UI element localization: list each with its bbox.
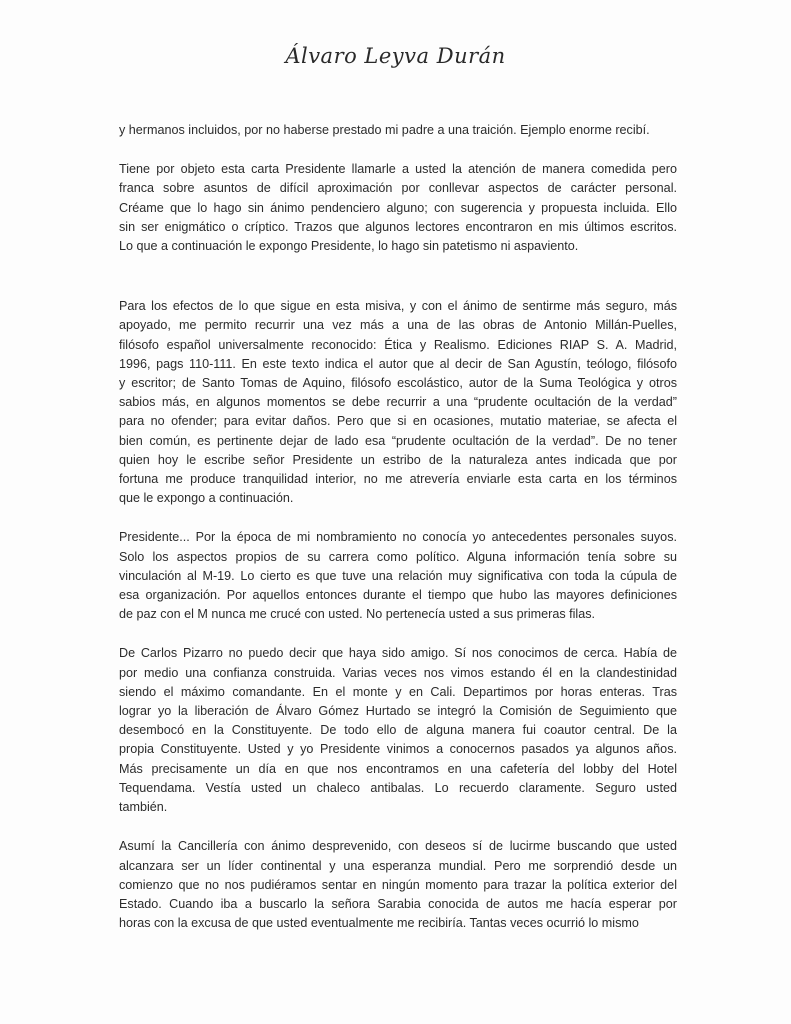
text-line: filósofo español universalmente reconocido: Ética y Realismo. Ediciones RIAP S. A. Madrid, xyxy=(119,337,677,352)
text-line: bien común, es pertinente dejar de lado esa “prudente ocultación de la verdad”. De no tener xyxy=(119,433,677,448)
text-line: horas con la excusa de que usted eventualmente me recibiría. Tantas veces ocurrió lo mismo xyxy=(119,916,639,931)
text-line: alcanzara ser un líder continental y una esperanza mundial. Pero me sorprendió desde un xyxy=(119,858,677,873)
letterhead-signature: Álvaro Leyva Durán xyxy=(285,44,506,68)
text-line: vinculación al M-19. Lo cierto es que tuve una relación muy significativa con toda la cúpula de xyxy=(119,568,677,583)
text-line: quien hoy le escribe señor Presidente un estribo de la naturaleza antes indicada que por xyxy=(119,452,677,467)
paragraph-6 xyxy=(119,837,677,933)
paragraph-2 xyxy=(119,160,677,256)
text-line: sin ser enigmático o críptico. Trazos que algunos lectores encontraron en mis últimos escritos. xyxy=(119,219,677,234)
text-line: desembocó en la Constituyente. De todo ello de alguna manera fui coautor central. De la xyxy=(119,723,677,738)
text-line: y hermanos incluidos, por no haberse prestado mi padre a una traición. Ejemplo enorme recibí. xyxy=(119,123,650,137)
text-line: fortuna me produce tranquilidad interior, no me atrevería enviarle esta carta en los términos xyxy=(119,472,677,487)
letter-body xyxy=(119,121,677,933)
text-line: Para los efectos de lo que sigue en esta misiva, y con el ánimo de sentirme más seguro, más xyxy=(119,299,677,314)
text-line: Más precisamente un día en que nos encontramos en una cafetería del lobby del Hotel xyxy=(119,761,677,776)
text-line: De Carlos Pizarro no puedo decir que haya sido amigo. Sí nos conocimos de cerca. Había de xyxy=(119,646,677,661)
text-line: Créame que lo hago sin ánimo pendenciero alguno; con sugerencia y propuesta incluida. Ello xyxy=(119,200,677,215)
text-line: y escritor; de Santo Tomas de Aquino, filósofo escolástico, autor de la Suma Teológica y otros xyxy=(119,376,677,391)
paragraph-4 xyxy=(119,528,677,624)
text-line: siendo el máximo comandante. En el monte y en Cali. Departimos por horas enteras. Tras xyxy=(119,684,677,699)
text-line: apoyado, me permito recurrir una vez más a una de las obras de Antonio Millán-Puelles, xyxy=(119,318,677,333)
text-line: franca sobre asuntos de difícil aproximación por conllevar aspectos de carácter personal. xyxy=(119,181,677,196)
text-line: Tequendama. Vestía usted un chaleco antibalas. Lo recuerdo claramente. Seguro usted xyxy=(119,780,677,795)
text-line: sabios más, en algunos momentos se debe recurrir a una “prudente ocultación de la verdad” xyxy=(119,395,677,410)
paragraph-1 xyxy=(119,121,677,140)
text-line: esa organización. Por aquellos entonces durante el tiempo que hubo las mayores definiciones xyxy=(119,588,677,603)
text-line: lograr yo la liberación de Álvaro Gómez Hurtado se integró la Comisión de Seguimiento que xyxy=(119,704,677,719)
text-line: Lo que a continuación le expongo Presidente, lo hago sin patetismo ni aspaviento. xyxy=(119,239,579,254)
text-line: para no ofender; para evitar daños. Pero que si en ocasiones, mutatio materiae, se afecta el xyxy=(119,414,677,429)
text-line: de paz con el M nunca me crucé con usted. No pertenecía usted a sus primeras filas. xyxy=(119,607,596,622)
paragraph-3 xyxy=(119,297,677,508)
paragraph-5 xyxy=(119,644,677,817)
text-line: Presidente... Por la época de mi nombramiento no conocía yo antecedentes personales suyos. xyxy=(119,530,677,545)
text-line: también. xyxy=(119,800,168,815)
text-line: Solo los aspectos propios de su carrera como político. Alguna información tenía sobre su xyxy=(119,549,677,564)
text-line: Estado. Cuando iba a buscarlo la señora Sarabia conocida de autos me hacía esperar por xyxy=(119,896,677,911)
text-line: comienzo que no nos pudiéramos sentar en ningún momento para trazar la política exterior del xyxy=(119,877,677,892)
text-line: que le expongo a continuación. xyxy=(119,491,294,506)
text-line: Tiene por objeto esta carta Presidente llamarle a usted la atención de manera comedida pero xyxy=(119,162,677,177)
text-line: 1996, pags 110-111. En este texto indica el autor que al decir de San Agustín, teólogo, filósofo xyxy=(119,356,677,371)
text-line: propia Constituyente. Usted y yo Presidente vinimos a conocernos pasados ya algunos años. xyxy=(119,742,677,757)
text-line: Asumí la Cancillería con ánimo desprevenido, con deseos sí de lucirme buscando que usted xyxy=(119,839,677,854)
text-line: por medio una confianza construida. Varias veces nos vimos estando él en la clandestinidad xyxy=(119,665,677,680)
